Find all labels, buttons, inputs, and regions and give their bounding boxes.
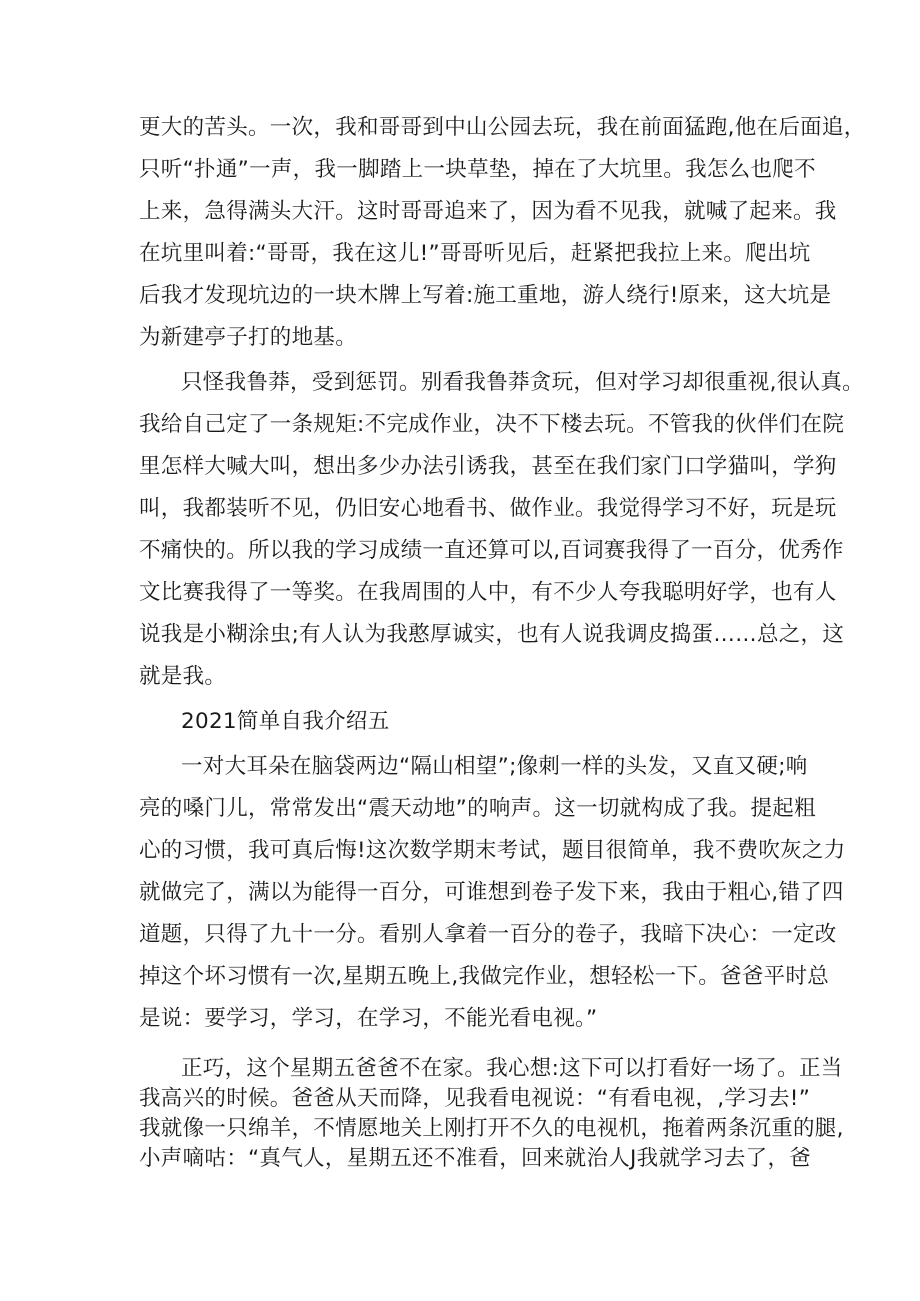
text-line: 为新建亭子打的地基。 [139, 325, 358, 350]
text-line: 文比赛我得了一等奖。在我周围的人中，有不少人夸我聪明好学，也有人 [139, 580, 837, 605]
text-line: 是说：要学习，学习，在学习，不能光看电视。” [139, 1006, 598, 1031]
text-line: 后我才发现坑边的一块木牌上写着:施工重地，游人绕行!原来，这大坑是 [139, 283, 832, 308]
text-line: 更大的苦头。一次，我和哥哥到中山公园去玩，我在前面猛跑,他在后面追， [139, 115, 866, 140]
text-line: 道题，只得了九十一分。看别人拿着一百分的卷子，我暗下决心：一定改 [139, 922, 837, 947]
text-line: 掉这个坏习惯有一次,星期五晚上,我做完作业，想轻松一下。爸爸平时总 [139, 964, 830, 989]
text-line: 就是我。 [139, 664, 227, 689]
text-line: 说我是小糊涂虫;有人认为我憨厚诚实，也有人说我调皮捣蛋……总之，这 [139, 622, 845, 647]
text-line: 我高兴的时候。爸爸从天而降，见我看电视说：“有看电视，,学习去!” [139, 1086, 811, 1111]
text-line: 就做完了，满以为能得一百分，可谁想到卷子发下来，我由于粗心,错了四 [139, 880, 844, 905]
text-line: 我给自己定了一条规矩:不完成作业，决不下楼去玩。不管我的伙伴们在院 [139, 412, 845, 437]
text-line: 亮的嗓门儿，常常发出“震天动地”的响声。这一切就构成了我。提起粗 [139, 796, 816, 821]
text-line: 我就像一只绵羊，不情愿地关上刚打开不久的电视机，拖着两条沉重的腿, [139, 1116, 844, 1141]
text-line: 只怪我鲁莽，受到惩罚。别看我鲁莽贪玩，但对学习却很重视,很认真。 [181, 370, 864, 395]
text-line: 里怎样大喊大叫，想出多少办法引诱我，甚至在我们家门口学猫叫，学狗 [139, 454, 837, 479]
text-line: 在坑里叫着:“哥哥，我在这儿!”哥哥听见后，赶紧把我拉上来。爬出坑 [139, 241, 811, 266]
text-line: 小声嘀咕：“真气人，星期五还不准看，回来就治人J我就学习去了，爸 [139, 1146, 812, 1171]
text-line: 心的习惯，我可真后悔!这次数学期末考试，题目很简单，我不费吹灰之力 [139, 838, 846, 863]
text-line: 正巧，这个星期五爸爸不在家。我心想:这下可以打看好一场了。正当 [181, 1056, 843, 1081]
text-line: 只听“扑通”一声，我一脚踏上一块草垫，掉在了大坑里。我怎么也爬不 [139, 157, 816, 182]
text-line: 不痛快的。所以我的学习成绩一直还算可以,百词赛我得了一百分，优秀作 [139, 538, 844, 563]
text-line: 叫，我都装听不见，仍旧安心地看书、做作业。我觉得学习不好，玩是玩 [139, 496, 837, 521]
text-line: 一对大耳朵在脑袋两边“隔山相望”;像刺一样的头发，又直又硬;响 [181, 754, 808, 779]
section-heading: 2021简单自我介绍五 [181, 709, 390, 734]
text-line: 上来，急得满头大汗。这时哥哥追来了，因为看不见我，就喊了起来。我 [139, 199, 837, 224]
